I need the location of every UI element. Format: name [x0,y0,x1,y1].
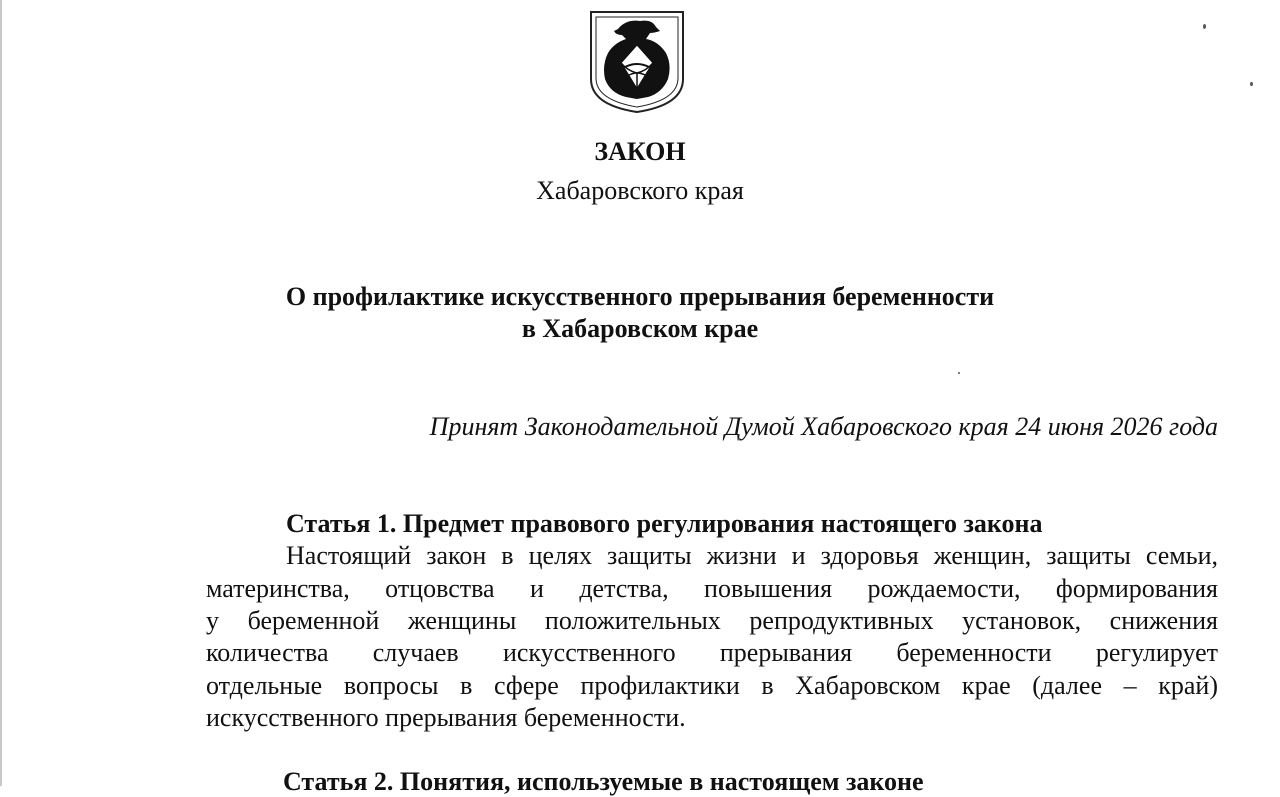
law-title-line2: в Хабаровском крае [521,314,759,343]
article1-paragraph-line: материнства, отцовства и детства, повышения рождаемости, формирования [206,574,1218,603]
article1-heading: Статья 1. Предмет правового регулирования настоящего закона [286,509,1043,538]
document-region: Хабаровского края [536,176,744,205]
article1-paragraph-line: Настоящий закон в целях защиты жизни и здоровья женщин, защиты семьи, [286,541,1218,570]
scan-speck [1250,82,1253,86]
article1-paragraph-line: отдельные вопросы в сфере профилактики в Хабаровском крае (далее – край) [206,671,1218,700]
law-title-line1: О профилактике искусственного прерывания беременности [285,282,995,311]
article2-heading: Статья 2. Понятия, используемые в настоящем законе [283,767,924,796]
article1-paragraph-line: количества случаев искусственного прерывания беременности регулирует [206,638,1218,667]
scan-speck [1203,24,1206,29]
article1-paragraph-line: у беременной женщины положительных репродуктивных установок, снижения [206,606,1218,635]
article1-paragraph-line: искусственного прерывания беременности. [206,703,686,732]
document-type: ЗАКОН [594,137,686,166]
coat-of-arms-emblem [588,9,686,115]
page-left-edge [0,0,2,786]
scan-speck [958,372,960,374]
adoption-note: Принят Законодательной Думой Хабаровского края 24 июня 2026 года [429,412,1218,441]
